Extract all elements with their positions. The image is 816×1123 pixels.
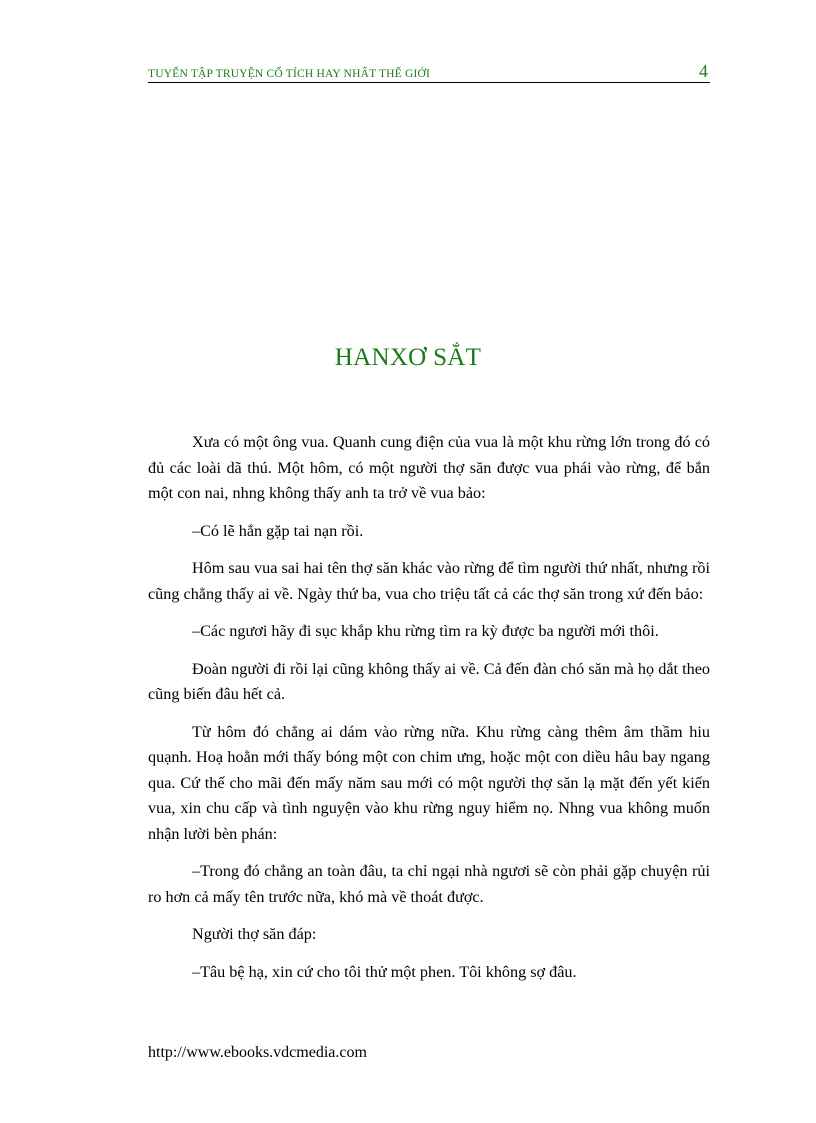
dialogue-line: –Có lẽ hắn gặp tai nạn rồi. [192,521,364,540]
story-title: HANXƠ SẮT [334,344,482,371]
story-body [148,430,710,997]
dialogue-line: –Tâu bệ hạ, xin cứ cho tôi thử một phen. Tôi không sợ đâu. [192,962,577,981]
dialogue-line: –Trong đó chẳng an toàn đâu, ta chỉ ngại nhà ngươi sẽ còn phải gặp chuyện rủi ro hơn cả mấy tên trước nữa, khó mà về thoát được. [148,862,710,906]
paragraph: Xưa có một ông vua. Quanh cung điện của vua là một khu rừng lớn trong đó có đủ các loài dã thú. Một hôm, có một người thợ săn được vua phái vào rừng, để bắn một con nai, nhng không thấy anh ta trở về vua bảo: [148,433,710,502]
page-number: 4 [699,61,708,81]
page-header [148,62,710,83]
book-title: TUYỂN TẬP TRUYỆN CỔ TÍCH HAY NHẤT THẾ GIỚI [148,68,431,80]
paragraph: Người thợ săn đáp: [192,925,317,943]
footer-url: http://www.ebooks.vdcmedia.com [148,1044,367,1061]
paragraph: Đoàn người đi rồi lại cũng không thấy ai về. Cả đến đàn chó săn mà họ dắt theo cũng biến đâu hết cả. [148,659,710,703]
paragraph: Hôm sau vua sai hai tên thợ săn khác vào rừng để tìm người thứ nhất, nhưng rồi cũng chẳng thấy ai về. Ngày thứ ba, vua cho triệu tất cả các thợ săn trong xứ đến bảo: [148,559,710,603]
paragraph: Từ hôm đó chẳng ai dám vào rừng nữa. Khu rừng càng thêm âm thầm hiu quạnh. Hoạ hoằn mới thấy bóng một con chim ưng, hoặc một con diều hâu bay ngang qua. Cứ thế cho mãi đến mấy năm sau mới có một người thợ săn lạ mặt đến yết kiến vua, xin chu cấp và tình nguyện vào khu rừng nguy hiểm nọ. Nhng vua không muốn nhận lười bèn phán: [148,722,710,843]
dialogue-line: –Các ngươi hãy đi sục khắp khu rừng tìm ra kỳ được ba người mới thôi. [192,622,659,640]
